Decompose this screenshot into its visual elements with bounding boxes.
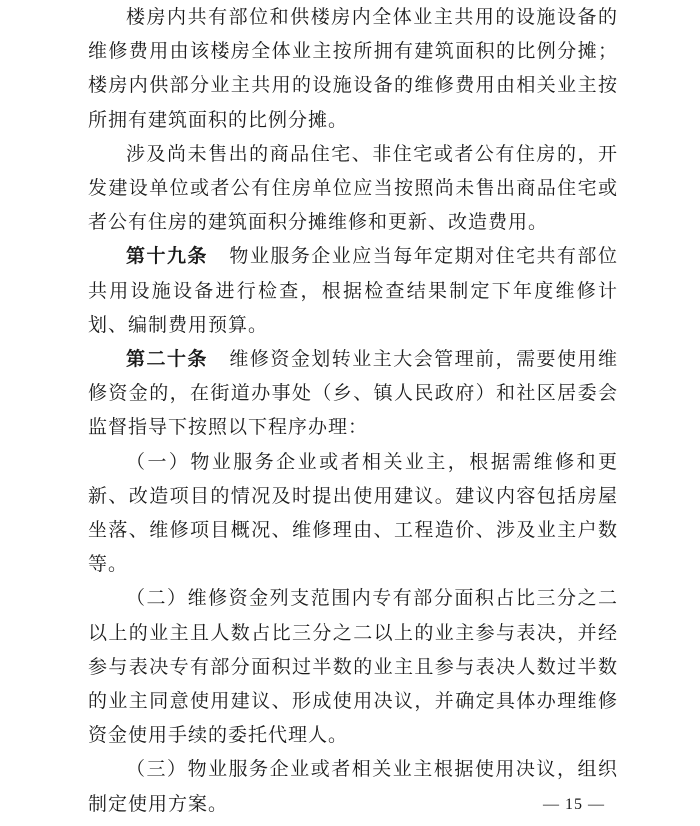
- paragraph-text: 涉及尚未售出的商品住宅、非住宅或者公有住房的，开发建设单位或者公有住房单位应当按照尚未售出商品住宅或者公有住房的建筑面积分摊维修和更新、改造费用。: [88, 142, 618, 234]
- document-page: [88, 0, 618, 821]
- paragraph-text: （三）物业服务企业或者相关业主根据使用决议，组织制定使用方案。: [88, 758, 618, 815]
- page-number: — 15 —: [543, 796, 605, 813]
- paragraph-text: 楼房内共有部位和供楼房内全体业主共用的设施设备的维修费用由该楼房全体业主按所拥有建筑面积的比例分摊；楼房内供部分业主共用的设施设备的维修费用由相关业主按所拥有建筑面积的比例分摊。: [88, 6, 618, 131]
- procedure-step-1: [88, 445, 618, 582]
- article-19: [88, 239, 618, 342]
- procedure-step-2: [88, 581, 618, 752]
- paragraph-text: （一）物业服务企业或者相关业主，根据需维修和更新、改造项目的情况及时提出使用建议。建议内容包括房屋坐落、维修项目概况、维修理由、工程造价、涉及业主户数等。: [88, 450, 618, 576]
- article-heading: 第十九条: [126, 245, 208, 268]
- procedure-step-3: [88, 752, 618, 820]
- paragraph-text: （二）维修资金列支范围内专有部分面积占比三分之二以上的业主且人数占比三分之二以上的业主参与表决，并经参与表决专有部分面积过半数的业主且参与表决人数过半数的业主同意使用建议、形成使用决议，并确定具体办理维修资金使用手续的委托代理人。: [88, 587, 618, 747]
- article-20: [88, 342, 618, 445]
- paragraph-2: [88, 137, 618, 240]
- paragraph-text: 维修资金划转业主大会管理前，需要使用维修资金的，在街道办事处（乡、镇人民政府）和社区居委会监督指导下按照以下程序办理：: [88, 348, 618, 439]
- paragraph-1: [88, 0, 618, 137]
- article-heading: 第二十条: [126, 348, 208, 371]
- paragraph-text: 物业服务企业应当每年定期对住宅共有部位共用设施设备进行检查，根据检查结果制定下年度维修计划、编制费用预算。: [88, 245, 618, 336]
